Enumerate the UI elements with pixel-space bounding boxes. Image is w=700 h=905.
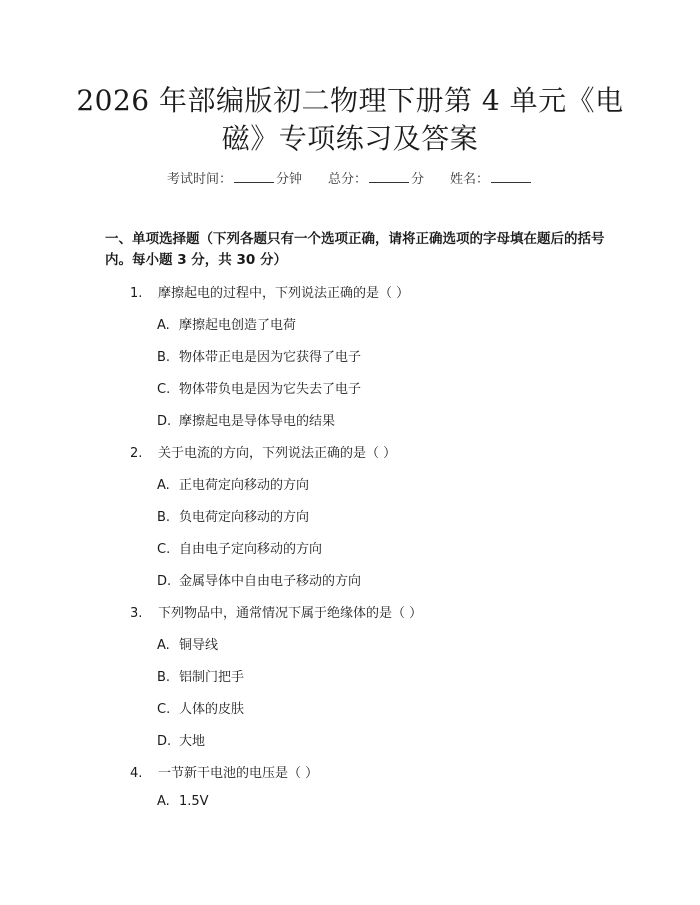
- total-score-unit: 分: [411, 172, 425, 187]
- total-score-label: 总分：: [327, 172, 367, 187]
- student-name-label: 姓名：: [450, 172, 490, 187]
- option-2d: D. 金属导体中自由电子移动的方向: [157, 574, 362, 589]
- option-1b: B. 物体带正电是因为它获得了电子: [157, 350, 362, 365]
- option-4a: A. 1.5V: [157, 794, 209, 809]
- student-name-blank: [491, 170, 531, 183]
- total-score-blank: [369, 170, 409, 183]
- option-1d: D. 摩擦起电是导体导电的结果: [157, 414, 336, 429]
- question-text: 关于电流的方向，下列说法正确的是（ ）: [158, 446, 397, 461]
- total-score-field: [328, 168, 424, 187]
- question-3: [130, 602, 422, 621]
- question-number: 1.: [130, 286, 143, 301]
- exam-time-unit: 分钟: [275, 172, 302, 187]
- question-number: 3.: [130, 606, 143, 621]
- question-4: [130, 762, 318, 781]
- question-text: 摩擦起电的过程中，下列说法正确的是（ ）: [158, 286, 410, 301]
- option-3a: A. 铜导线: [157, 638, 219, 653]
- option-3b: B. 铝制门把手: [157, 670, 245, 685]
- exam-time-blank: [234, 170, 274, 183]
- question-text: 下列物品中，通常情况下属于绝缘体的是（ ）: [158, 606, 423, 621]
- option-3c: C. 人体的皮肤: [157, 702, 245, 717]
- question-1: [130, 282, 409, 301]
- question-number: 4.: [130, 766, 143, 781]
- student-name-field: [450, 168, 533, 187]
- section-heading: 一、单项选择题（下列各题只有一个选项正确，请将正确选项的字母填在题后的括号内。每小题 3 分，共 30 分）: [105, 231, 605, 268]
- question-number: 2.: [130, 446, 143, 461]
- option-1c: C. 物体带负电是因为它失去了电子: [157, 382, 362, 397]
- question-2: [130, 442, 396, 461]
- question-text: 一节新干电池的电压是（ ）: [158, 766, 319, 781]
- exam-info-row: [0, 168, 700, 187]
- option-2c: C. 自由电子定向移动的方向: [157, 542, 323, 557]
- option-2a: A. 正电荷定向移动的方向: [157, 478, 310, 493]
- exam-time-field: [167, 168, 302, 187]
- option-3d: D. 大地: [157, 734, 206, 749]
- document-title-line-2: 磁》专项练习及答案: [221, 122, 479, 155]
- document-title-line-1: 2026 年部编版初二物理下册第 4 单元《电: [76, 84, 624, 117]
- option-2b: B. 负电荷定向移动的方向: [157, 510, 310, 525]
- exam-time-label: 考试时间：: [166, 172, 232, 187]
- option-1a: A. 摩擦起电创造了电荷: [157, 318, 297, 333]
